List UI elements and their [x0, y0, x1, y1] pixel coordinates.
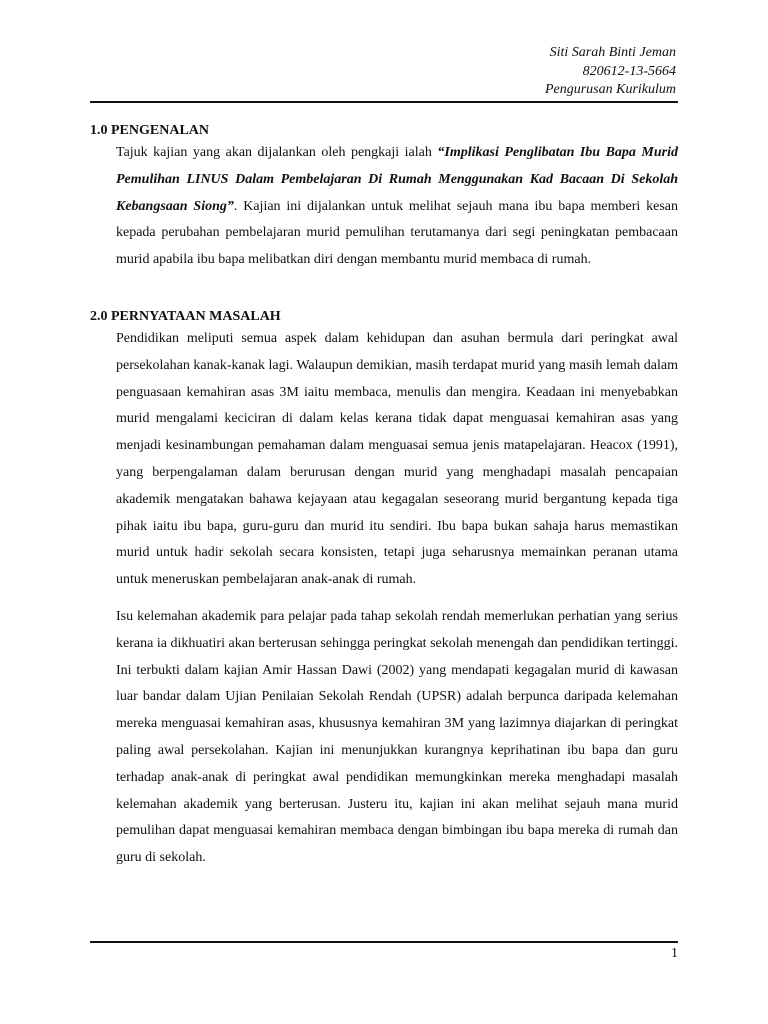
author-id-number: 820612-13-5664: [582, 63, 676, 79]
paragraph-text: . Kajian ini dijalankan untuk melihat sejauh mana ibu bapa memberi kesan kepada perubahan pembelajaran murid pemulihan terutamanya dari segi peningkatan pembacaan murid apabila ibu bapa melibatkan diri dengan membantu murid membaca di rumah.: [116, 198, 678, 268]
section-problem-statement: [90, 308, 678, 872]
page-number: 1: [671, 946, 678, 961]
section-heading: 2.0 PERNYATAAN MASALAH: [90, 309, 281, 324]
author-name: Siti Sarah Binti Jeman: [549, 45, 676, 60]
course-subject: Pengurusan Kurikulum: [544, 82, 676, 97]
section-introduction: [90, 122, 678, 274]
page-header: [545, 44, 676, 100]
introduction-paragraph: [116, 140, 678, 274]
problem-paragraph-2: Isu kelemahan akademik para pelajar pada tahap sekolah rendah memerlukan perhatian yang serius kerana ia dikhuatiri akan berterusan sehingga peringkat sekolah menengah dan pendidikan tertinggi. Ini terbukti dalam kajian Amir Hassan Dawi (2002) yang mendapati kegagalan murid di kawasan luar bandar dalam Ujian Penilaian Sekolah Rendah (UPSR) adalah berpunca daripada kelemahan mereka menguasai kemahiran asas, khususnya kemahiran 3M yang lazimnya diajarkan di peringkat paling awal persekolahan. Kajian ini menunjukkan kurangnya keprihatinan ibu bapa dan guru terhadap anak-anak di peringkat awal pendidikan memungkinkan mereka menghadapi masalah kelemahan akademik yang berterusan. Justeru itu, kajian ini akan melihat sejauh mana murid pemulihan dapat menguasai kemahiran membaca dengan bimbingan ibu bapa mereka di rumah dan guru di sekolah.: [116, 608, 678, 866]
footer-divider: [90, 941, 678, 943]
header-divider: [90, 101, 678, 103]
problem-paragraph-1: Pendidikan meliputi semua aspek dalam kehidupan dan asuhan bermula dari peringkat awal persekolahan kanak-kanak lagi. Walaupun demikian, masih terdapat murid yang masih lemah dalam penguasaan kemahiran asas 3M iaitu membaca, menulis dan mengira. Keadaan ini menyebabkan murid mengalami keciciran di dalam kelas kerana tidak dapat menguasai kemahiran asas yang menjadi kesinambungan pemahaman dalam menguasai semua jenis matapelajaran. Heacox (1991), yang berpengalaman dalam berurusan dengan murid yang menghadapi masalah pencapaian akademik mengatakan bahawa kejayaan atau kegagalan seseorang murid bergantung kepada tiga pihak iaitu ibu bapa, guru-guru dan murid itu sendiri. Ibu bapa bukan sahaja harus memastikan murid untuk hadir sekolah secara konsisten, tetapi juga seharusnya memainkan peranan utama untuk meneruskan pembelajaran anak-anak di rumah.: [116, 331, 678, 588]
study-title: “Implikasi Penglibatan Ibu Bapa Murid Pemulihan LINUS Dalam Pembelajaran Di Rumah Menggunakan Kad Bacaan Di Sekolah Kebangsaan Siong”: [116, 145, 679, 214]
paragraph-text: Tajuk kajian yang akan dijalankan oleh pengkaji ialah: [116, 145, 438, 160]
section-heading: 1.0 PENGENALAN: [90, 123, 210, 138]
